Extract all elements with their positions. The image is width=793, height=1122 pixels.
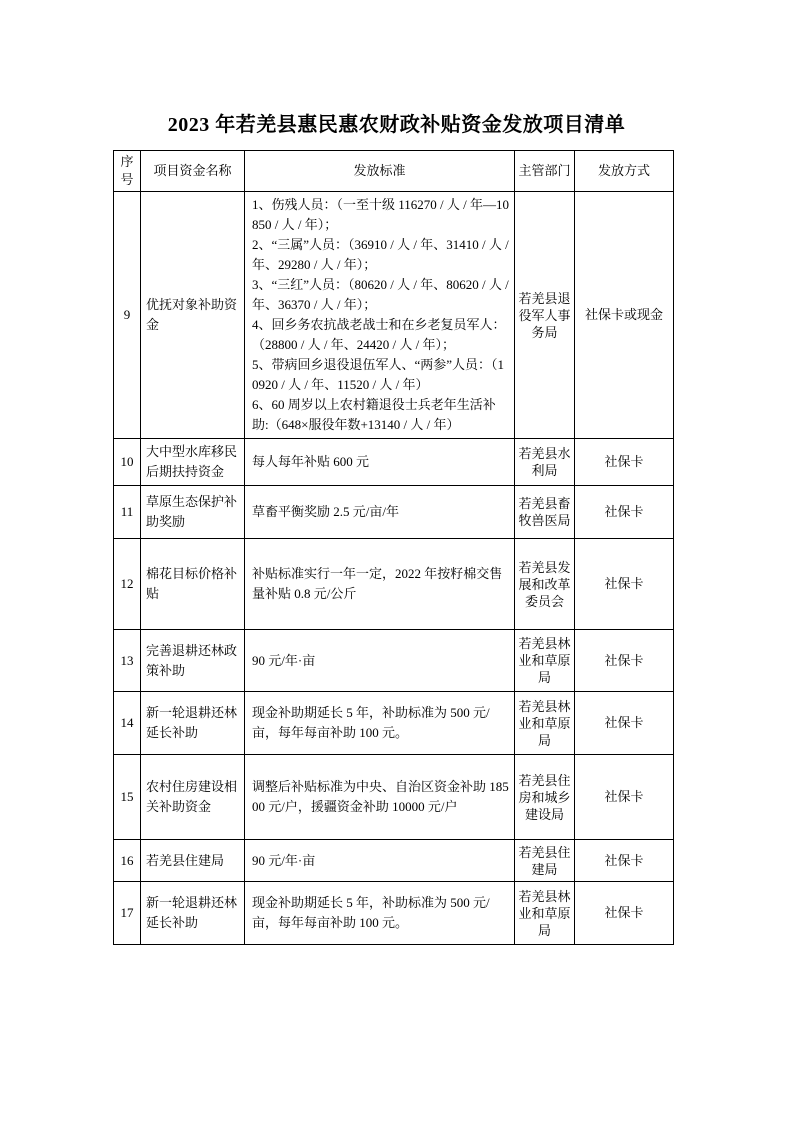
cell-serial-number: 12 [114,539,141,630]
table-header-row [114,151,674,192]
table-row [114,882,674,945]
cell-standard [245,692,515,755]
cell-serial-number: 16 [114,840,141,882]
cell-method: 社保卡 [575,486,674,539]
table-row [114,840,674,882]
table-row [114,192,674,439]
standard-line: 6、60 周岁以上农村籍退役士兵老年生活补助:（648×服役年数+13140 / 人 / 年） [252,397,496,432]
cell-serial-number: 9 [114,192,141,439]
subsidy-table [113,150,674,945]
cell-project-name: 新一轮退耕还林延长补助 [141,692,245,755]
cell-serial-number: 13 [114,630,141,692]
standard-line: 每人每年补贴 600 元 [252,454,370,469]
cell-project-name: 农村住房建设相关补助资金 [141,755,245,840]
cell-serial-number: 14 [114,692,141,755]
cell-project-name: 若羌县住建局 [141,840,245,882]
cell-standard [245,192,515,439]
page-title: 2023 年若羌县惠民惠农财政补贴资金发放项目清单 [167,114,626,136]
standard-line: 补贴标准实行一年一定，2022 年按籽棉交售量补贴 0.8 元/公斤 [252,566,503,601]
cell-method: 社保卡 [575,882,674,945]
cell-method: 社保卡 [575,840,674,882]
cell-standard [245,439,515,486]
column-header-project-name: 项目资金名称 [141,151,245,192]
cell-department: 若羌县林业和草原局 [515,882,575,945]
cell-department: 若羌县林业和草原局 [515,630,575,692]
column-header-serial-number: 序号 [114,151,141,192]
cell-serial-number: 17 [114,882,141,945]
cell-project-name: 大中型水库移民后期扶持资金 [141,439,245,486]
cell-method: 社保卡 [575,630,674,692]
cell-project-name: 新一轮退耕还林延长补助 [141,882,245,945]
cell-project-name: 草原生态保护补助奖励 [141,486,245,539]
standard-line: 调整后补贴标准为中央、自治区资金补助 18500 元/户，援疆资金补助 10000 元/户 [252,779,509,814]
cell-department: 若羌县退役军人事务局 [515,192,575,439]
cell-department: 若羌县发展和改革委员会 [515,539,575,630]
cell-project-name: 优抚对象补助资金 [141,192,245,439]
standard-line: 90 元/年·亩 [252,852,316,868]
standard-line: 草畜平衡奖励 2.5 元/亩/年 [252,504,399,519]
cell-department: 若羌县林业和草原局 [515,692,575,755]
table-row [114,439,674,486]
cell-project-name: 完善退耕还林政策补助 [141,630,245,692]
table-row [114,755,674,840]
cell-method: 社保卡 [575,539,674,630]
cell-method: 社保卡或现金 [575,192,674,439]
table-row [114,630,674,692]
cell-standard [245,882,515,945]
cell-standard [245,755,515,840]
cell-department: 若羌县水利局 [515,439,575,486]
standard-line: 1、伤残人员：（一至十级 116270 / 人 / 年—10850 / 人 / 年）； [252,197,509,232]
cell-standard [245,630,515,692]
column-header-standard: 发放标准 [245,151,515,192]
cell-department: 若羌县住建局 [515,840,575,882]
cell-serial-number: 11 [114,486,141,539]
cell-method: 社保卡 [575,439,674,486]
table-row [114,486,674,539]
cell-method: 社保卡 [575,692,674,755]
standard-line: 5、带病回乡退役退伍军人、“两参”人员：（10920 / 人 / 年、11520 / 人 / 年） [252,357,505,392]
standard-line: 现金补助期延长 5 年，补助标准为 500 元/亩，每年每亩补助 100 元。 [252,895,490,930]
standard-line: 90 元/年·亩 [252,652,316,668]
standard-line: 3、“三红”人员：（80620 / 人 / 年、80620 / 人 / 年、36370 / 人 / 年）； [252,277,509,312]
cell-project-name: 棉花目标价格补贴 [141,539,245,630]
cell-standard [245,539,515,630]
cell-serial-number: 15 [114,755,141,840]
table-row [114,692,674,755]
cell-department: 若羌县畜牧兽医局 [515,486,575,539]
standard-line: 4、回乡务农抗战老战士和在乡老复员军人：（28800 / 人 / 年、24420 / 人 / 年）； [252,317,506,352]
cell-standard [245,486,515,539]
column-header-department: 主管部门 [515,151,575,192]
cell-method: 社保卡 [575,755,674,840]
standard-line: 2、“三属”人员：（36910 / 人 / 年、31410 / 人 / 年、29280 / 人 / 年）； [252,237,509,272]
standard-line: 现金补助期延长 5 年，补助标准为 500 元/亩，每年每亩补助 100 元。 [252,705,490,740]
cell-standard [245,840,515,882]
cell-department: 若羌县住房和城乡建设局 [515,755,575,840]
table-row [114,539,674,630]
cell-serial-number: 10 [114,439,141,486]
column-header-method: 发放方式 [575,151,674,192]
